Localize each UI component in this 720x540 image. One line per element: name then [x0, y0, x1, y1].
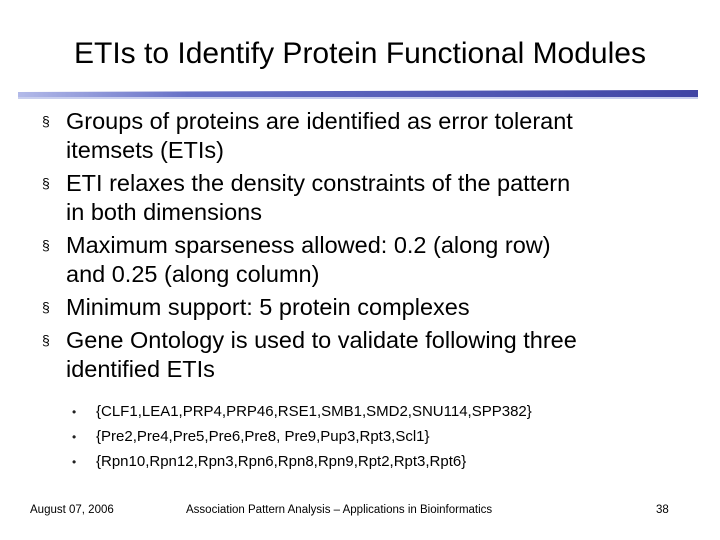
bullet-item — [40, 169, 700, 227]
bullet-text-line: Groups of proteins are identified as error tolerant — [66, 108, 573, 134]
sub-bullet-dot-icon: • — [72, 455, 77, 469]
sub-bullet-text: {Pre2,Pre4,Pre5,Pre6,Pre8, Pre9,Pup3,Rpt3,Scl1} — [96, 428, 430, 445]
bullet-marker-icon: § — [42, 237, 50, 253]
bullet-text-line: ETI relaxes the density constraints of the pattern — [66, 170, 571, 196]
bullet-text-line: in both dimensions — [66, 199, 262, 225]
bullet-text-line: identified ETIs — [66, 356, 215, 382]
slide-title: ETIs to Identify Protein Functional Modules — [74, 37, 646, 70]
bullet-list — [40, 107, 700, 388]
sub-bullet-item — [72, 428, 672, 446]
sub-bullet-list — [72, 403, 672, 478]
sub-bullet-dot-icon: • — [72, 430, 77, 444]
page-number: 38 — [656, 504, 669, 516]
bullet-marker-icon: § — [42, 113, 50, 129]
sub-bullet-text: {CLF1,LEA1,PRP4,PRP46,RSE1,SMB1,SMD2,SNU114,SPP382} — [96, 403, 532, 420]
sub-bullet-text: {Rpn10,Rpn12,Rpn3,Rpn6,Rpn8,Rpn9,Rpt2,Rpt3,Rpt6} — [96, 453, 467, 470]
bullet-text-line: itemsets (ETIs) — [66, 137, 224, 163]
bullet-text-line: Minimum support: 5 protein complexes — [66, 294, 470, 320]
sub-bullet-item — [72, 403, 672, 421]
bullet-marker-icon: § — [42, 299, 50, 315]
sub-bullet-dot-icon: • — [72, 405, 77, 419]
bullet-text-line: Maximum sparseness allowed: 0.2 (along row) — [66, 232, 551, 258]
bullet-item — [40, 293, 700, 322]
bullet-text-line: and 0.25 (along column) — [66, 261, 320, 287]
title-underline — [18, 88, 698, 102]
bullet-item — [40, 231, 700, 289]
sub-bullet-item — [72, 453, 672, 471]
bullet-marker-icon: § — [42, 175, 50, 191]
bullet-text-line: Gene Ontology is used to validate following three — [66, 327, 577, 353]
bullet-item — [40, 107, 700, 165]
bullet-marker-icon: § — [42, 332, 50, 348]
footer-date: August 07, 2006 — [30, 504, 114, 516]
bullet-item — [40, 326, 700, 384]
footer-title: Association Pattern Analysis – Applications in Bioinformatics — [186, 504, 493, 516]
